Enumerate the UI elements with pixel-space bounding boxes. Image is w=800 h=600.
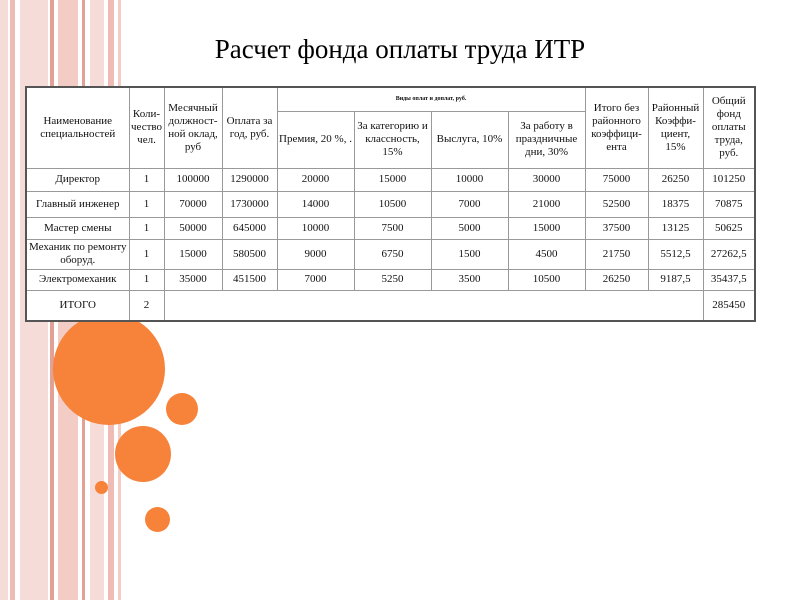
cell-total-no-coef: 21750 [585,239,648,269]
cell-total-fund: 285450 [703,290,755,321]
decorative-circle-large [53,313,165,425]
cell-fund: 35437,5 [703,269,755,290]
cell-holidays: 4500 [508,239,585,269]
cell-total-no-coef: 26250 [585,269,648,290]
stripe [10,0,15,600]
header-count: Коли-чество чел. [129,87,164,168]
header-category: За категорию и классность, 15% [354,111,431,168]
cell-bonus: 7000 [277,269,354,290]
cell-annual: 580500 [222,239,277,269]
cell-count: 1 [129,217,164,239]
cell-total-no-coef: 75000 [585,168,648,191]
header-bonus: Премия, 20 %, . [277,111,354,168]
cell-holidays: 21000 [508,191,585,217]
cell-count: 1 [129,168,164,191]
cell-regional: 9187,5 [648,269,703,290]
cell-fund: 50625 [703,217,755,239]
cell-category: 5250 [354,269,431,290]
cell-salary: 70000 [164,191,222,217]
cell-annual: 451500 [222,269,277,290]
decorative-circle-medium [115,426,171,482]
cell-category: 6750 [354,239,431,269]
header-total-no-coef: Итого без районного коэффици-ента [585,87,648,168]
cell-name: Механик по ремонту оборуд. [26,239,129,269]
cell-bonus: 14000 [277,191,354,217]
table-row [26,168,755,191]
cell-category: 10500 [354,191,431,217]
cell-holidays: 30000 [508,168,585,191]
decorative-circle-small [166,393,198,425]
cell-annual: 645000 [222,217,277,239]
cell-category: 15000 [354,168,431,191]
cell-fund: 27262,5 [703,239,755,269]
stripe [0,0,8,600]
cell-total-count: 2 [129,290,164,321]
table-row [26,217,755,239]
cell-regional: 13125 [648,217,703,239]
cell-seniority: 1500 [431,239,508,269]
table-row [26,269,755,290]
cell-regional: 26250 [648,168,703,191]
cell-name: Электромеханик [26,269,129,290]
cell-bonus: 9000 [277,239,354,269]
cell-annual: 1730000 [222,191,277,217]
cell-count: 1 [129,239,164,269]
header-fund: Общий фонд оплаты труда, руб. [703,87,755,168]
cell-total-no-coef: 37500 [585,217,648,239]
header-payment-types: Виды оплат и доплат, руб. [277,87,585,111]
cell-salary: 15000 [164,239,222,269]
cell-bonus: 10000 [277,217,354,239]
payroll-table [25,86,756,322]
cell-seniority: 5000 [431,217,508,239]
cell-total-label: ИТОГО [26,290,129,321]
cell-count: 1 [129,269,164,290]
header-annual: Оплата за год, руб. [222,87,277,168]
cell-total-no-coef: 52500 [585,191,648,217]
cell-seniority: 10000 [431,168,508,191]
cell-holidays: 10500 [508,269,585,290]
cell-name: Мастер смены [26,217,129,239]
cell-seniority: 7000 [431,191,508,217]
header-salary: Месячный должност-ной оклад, руб [164,87,222,168]
cell-seniority: 3500 [431,269,508,290]
decorative-circle-tiny [95,481,108,494]
decorative-circle-small-2 [145,507,170,532]
header-regional: Районный Коэффи-циент, 15% [648,87,703,168]
cell-fund: 70875 [703,191,755,217]
cell-name: Главный инженер [26,191,129,217]
cell-salary: 35000 [164,269,222,290]
cell-category: 7500 [354,217,431,239]
cell-count: 1 [129,191,164,217]
header-seniority: Выслуга, 10% [431,111,508,168]
cell-holidays: 15000 [508,217,585,239]
cell-total-empty [164,290,703,321]
header-name: Наименование специальностей [26,87,129,168]
cell-salary: 100000 [164,168,222,191]
cell-salary: 50000 [164,217,222,239]
table-row-total [26,290,755,321]
cell-annual: 1290000 [222,168,277,191]
table-row [26,191,755,217]
cell-bonus: 20000 [277,168,354,191]
page-title: Расчет фонда оплаты труда ИТР [214,34,586,64]
cell-fund: 101250 [703,168,755,191]
header-holidays: За работу в праздничные дни, 30% [508,111,585,168]
cell-name: Директор [26,168,129,191]
table-row [26,239,755,269]
cell-regional: 18375 [648,191,703,217]
cell-regional: 5512,5 [648,239,703,269]
